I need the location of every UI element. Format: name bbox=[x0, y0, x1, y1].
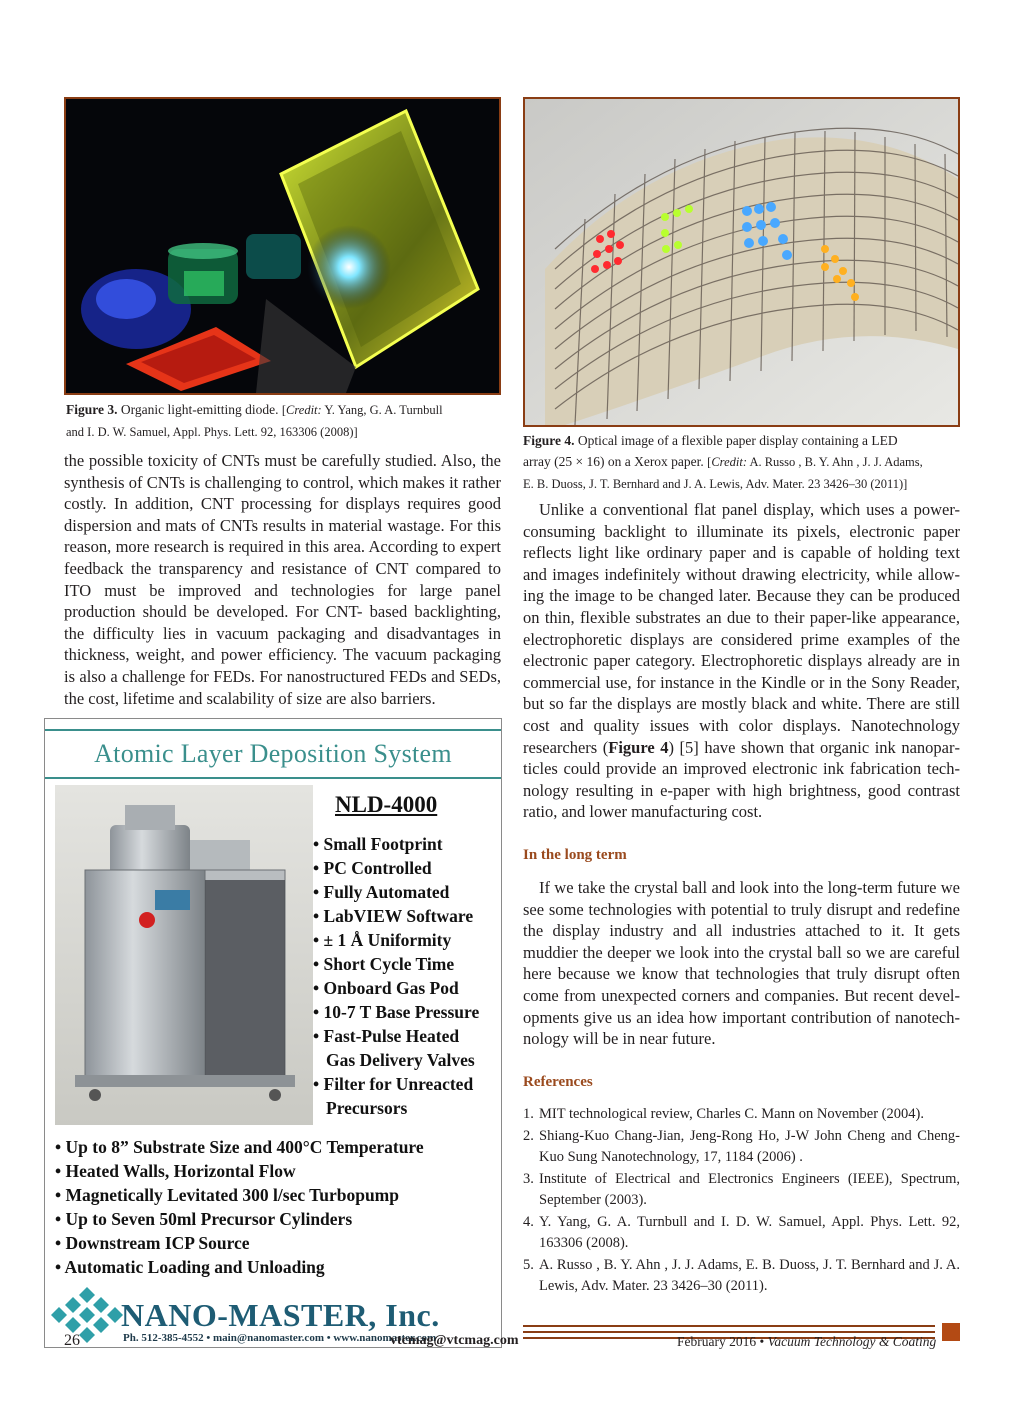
ad-bottom-feature: • Up to 8” Substrate Size and 400°C Temperature bbox=[55, 1137, 424, 1157]
reference-item: 5. A. Russo , B. Y. Ahn , J. J. Adams, E. B. Duoss, J. T. Bernhard and J. A. Lewis, Adv. Mater. 23 3426–30 (2011). bbox=[523, 1256, 960, 1294]
right-column-paragraph-1 bbox=[523, 499, 960, 823]
ad-feature: • Small Footprint bbox=[313, 834, 443, 854]
ad-bottom-feature: • Automatic Loading and Unloading bbox=[55, 1257, 325, 1277]
figure-4-reference: Figure 4 bbox=[608, 737, 669, 757]
ad-feature: Precursors bbox=[326, 1098, 408, 1118]
ad-feature: • 10-7 T Base Pressure bbox=[313, 1002, 480, 1022]
figure-3-label: Figure 3. bbox=[66, 402, 118, 417]
ad-feature: • Fully Automated bbox=[313, 882, 450, 902]
reference-item: 1. MIT technological review, Charles C. Mann on November (2004). bbox=[523, 1106, 924, 1122]
ad-feature: • Short Cycle Time bbox=[313, 954, 455, 974]
ad-model-name: NLD-4000 bbox=[335, 792, 438, 817]
nano-master-advertisement[interactable] bbox=[44, 718, 502, 1348]
ad-bottom-feature: • Up to Seven 50ml Precursor Cylinders bbox=[55, 1209, 353, 1229]
ad-feature: • PC Controlled bbox=[313, 858, 432, 878]
heading-references: References bbox=[523, 1074, 593, 1090]
left-column bbox=[64, 450, 501, 709]
figure-4-caption-line1: Optical image of a flexible paper display containing a LED bbox=[577, 433, 898, 448]
footer-email[interactable]: vtcmag@vtcmag.com bbox=[390, 1333, 519, 1348]
ad-title-rule bbox=[45, 777, 501, 779]
ad-feature: • LabVIEW Software bbox=[313, 906, 474, 926]
footer-magazine: Vacuum Technology & Coating bbox=[767, 1334, 937, 1349]
right-column-paragraph-2 bbox=[523, 877, 960, 1050]
figure-3-caption: Figure 3. Organic light-emitting diode. [Credit: Y. Yang, G. A. Turnbull and I. D. W. Samuel, Appl. Phys. Lett. 92, 163306 (2008)] bbox=[66, 402, 443, 439]
footer-rule-top bbox=[523, 1325, 935, 1327]
ad-feature: Gas Delivery Valves bbox=[326, 1050, 475, 1070]
footer-square bbox=[942, 1323, 960, 1341]
reference-item: 4. Y. Yang, G. A. Turnbull and I. D. W. Samuel, Appl. Phys. Lett. 92, 163306 (2008). bbox=[523, 1213, 960, 1251]
ad-contact-info: Ph. 512-385-4552 • main@nanomaster.com • www.nanomaster.com bbox=[123, 1332, 437, 1344]
figure-3-credit-label: Credit: bbox=[286, 403, 322, 417]
paragraph-1-part-a: Unlike a conventional flat panel display, which uses a power-consuming backlight to illuminate its pixels, electronic paper reflects light like ordinary paper and is capable of holding text and images indefinitely without drawing electricity, while allowing the image to be changed later. Because they can be produced on thin, flexible substrates an due to their paper-like appearance, electrophoretic displays are considered prime examples of the electronic paper category. Electrophoretic displays already are in commercial use, for instance in the Kindle or in the Sony Reader, but so far the displays are mostly black and white. There are still cost and quality issues with color displays. Nanotechnology researchers ( bbox=[523, 500, 960, 757]
heading-long-term: In the long term bbox=[523, 847, 627, 863]
ad-feature: • ± 1 Å Uniformity bbox=[313, 930, 452, 950]
paragraph-2: If we take the crystal ball and look into the long-term future we see some technologies with potential to truly disrupt and redefine the display industry and all industries attached to it. It gets muddier the deeper we look into the crystal ball so we are careful here because we know that technologies that truly disrupt often come from unexpected corners and companies. But recent developments give us an idea how important contribution of nanotechnology will be in near future. bbox=[523, 878, 960, 1049]
ad-title: Atomic Layer Deposition System bbox=[94, 739, 452, 768]
ad-bottom-feature: • Downstream ICP Source bbox=[55, 1233, 250, 1253]
figure-3-caption-text: Organic light-emitting diode. bbox=[120, 402, 279, 417]
reference-item: 2. Shiang-Kuo Chang-Jian, Jeng-Rong Ho, J-W John Cheng and Cheng-Kuo Sung Nanotechnology, 17, 1184 (2006) . bbox=[523, 1127, 960, 1165]
ad-feature: • Fast-Pulse Heated bbox=[313, 1026, 460, 1046]
ad-bottom-feature: • Heated Walls, Horizontal Flow bbox=[55, 1161, 296, 1181]
figure-4-credit-line1: A. Russo , B. Y. Ahn , J. J. Adams, bbox=[749, 455, 923, 469]
page-number: 26 bbox=[64, 1332, 80, 1349]
left-paragraph: the possible toxicity of CNTs must be carefully studied. Also, the synthesis of CNTs is challenging to control, which makes it rather costly. In addition, CNT processing for displays requires good dispersion and mats of CNTs results in material wastage. For this reason, more research is required in this area. According to expert feedback the transparency and resistance of CNT compared to ITO must be improved and technologies for large panel production should be developed. For CNT- based backlighting, the difficulty lies in vacuum packaging and disadvantages in thickness, weight, and power efficiency. The vacuum packaging is also a challenge for FEDs. For nanostructured FEDs and SEDs, the cost, lifetime and scalability of size are also barriers. bbox=[64, 451, 501, 708]
references-list bbox=[523, 1104, 960, 1298]
figure-4-caption: Figure 4. Optical image of a flexible paper display containing a LED array (25 × 16) on a Xerox paper. [Credit: A. Russo , B. Y. Ahn , J. J. Adams, E. B. Duoss, J. T. Bernhard and J. A. Lewis, Adv. Mater. 23 3426–30 (2011)] bbox=[523, 433, 923, 491]
figure-4-credit-label: Credit: bbox=[711, 455, 747, 469]
ad-company-name: NANO-MASTER, Inc. bbox=[121, 1297, 440, 1333]
figure-4-image bbox=[523, 97, 960, 427]
footer-date: February 2016 bbox=[677, 1334, 757, 1349]
ad-top-rule bbox=[45, 729, 501, 731]
led-paper-illustration bbox=[525, 99, 958, 425]
footer-bullet: • bbox=[759, 1334, 765, 1349]
paragraph-1-part-b: ) [5] have shown that organic ink nanoparticles could provide an improved electronic ink fabrication technology resulting in e-paper with high brightness, good contrast ratio, and lower manufacturing cost. bbox=[523, 737, 960, 822]
ad-feature: • Onboard Gas Pod bbox=[313, 978, 459, 998]
nano-master-logo-icon bbox=[51, 1285, 123, 1345]
ad-feature: • Filter for Unreacted bbox=[313, 1074, 474, 1094]
oled-illustration bbox=[66, 99, 499, 393]
figure-3-credit-line2: and I. D. W. Samuel, Appl. Phys. Lett. 92, 163306 (2008)] bbox=[66, 425, 358, 439]
ad-bottom-feature: • Magnetically Levitated 300 l/sec Turbopump bbox=[55, 1185, 399, 1205]
footer-publication bbox=[677, 1334, 936, 1350]
ald-system-photo bbox=[55, 785, 313, 1125]
figure-3-credit-line1: Y. Yang, G. A. Turnbull bbox=[324, 403, 443, 417]
figure-3-image bbox=[64, 97, 501, 395]
figure-4-label: Figure 4. bbox=[523, 433, 575, 448]
footer-rule-mid bbox=[523, 1331, 935, 1333]
figure-4-caption-line2: array (25 × 16) on a Xerox paper. bbox=[523, 454, 704, 469]
reference-item: 3. Institute of Electrical and Electronics Engineers (IEEE), Spectrum, September (2003). bbox=[523, 1170, 960, 1208]
figure-4-credit-line2: E. B. Duoss, J. T. Bernhard and J. A. Lewis, Adv. Mater. 23 3426–30 (2011)] bbox=[523, 477, 908, 491]
